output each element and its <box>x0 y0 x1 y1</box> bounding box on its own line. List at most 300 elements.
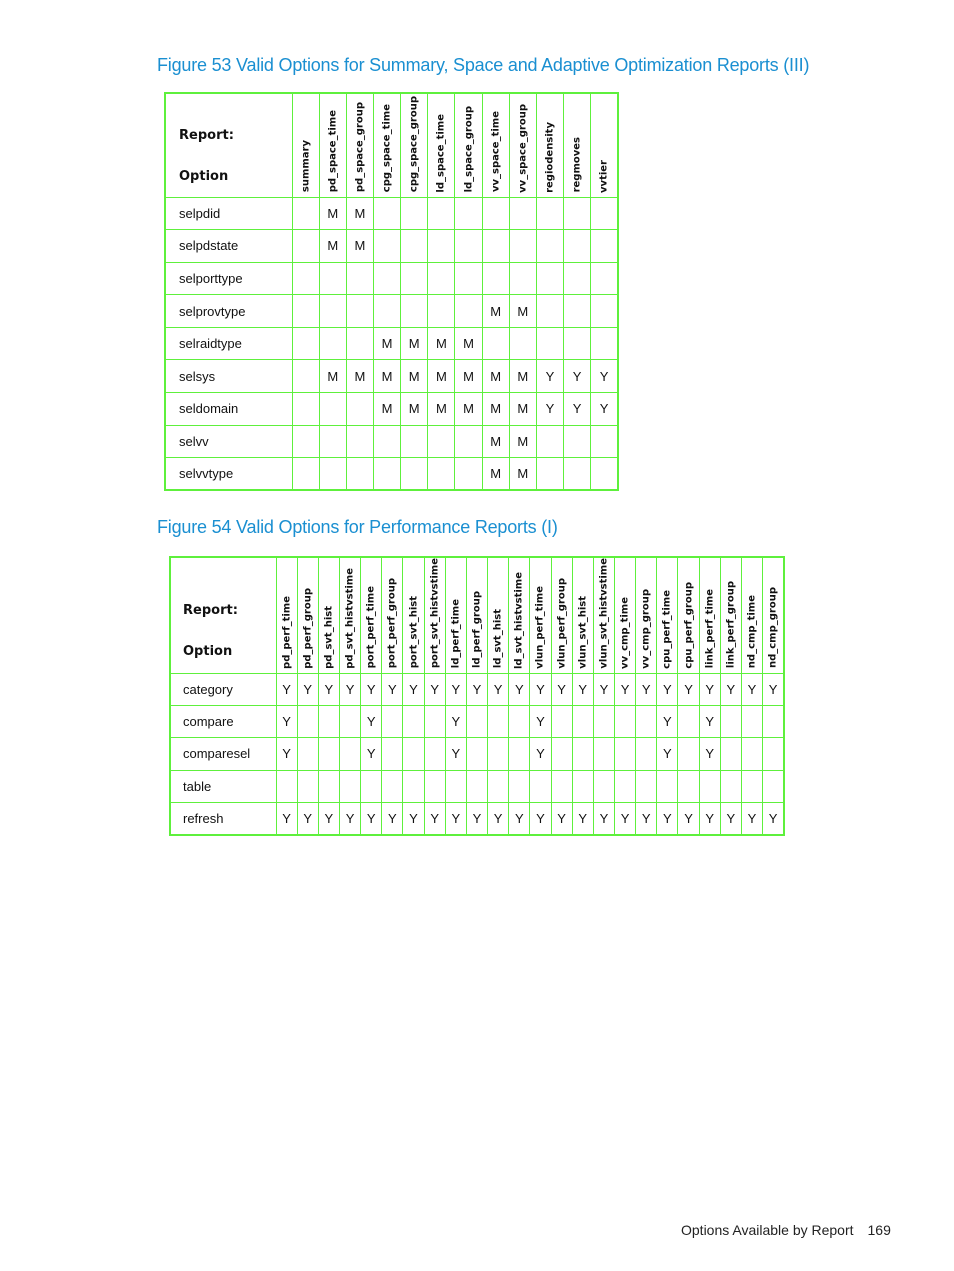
column-header <box>678 557 699 673</box>
table-cell: Y <box>741 803 762 835</box>
table-cell <box>551 705 572 737</box>
table-cell: Y <box>763 803 784 835</box>
table-cell: M <box>482 458 509 491</box>
table-cell: Y <box>361 705 382 737</box>
table-cell: Y <box>403 803 424 835</box>
table-cell <box>403 770 424 802</box>
table-cell <box>292 295 319 328</box>
column-header <box>763 557 784 673</box>
column-header <box>593 557 614 673</box>
table-cell <box>536 327 563 360</box>
table-cell <box>401 458 428 491</box>
row-label: refresh <box>170 803 276 835</box>
table-cell <box>339 738 360 770</box>
table-cell: Y <box>361 803 382 835</box>
column-header-label: ld_space_time <box>435 113 447 193</box>
table-cell <box>482 327 509 360</box>
table-cell <box>346 327 373 360</box>
table-cell <box>564 425 591 458</box>
table-cell <box>428 458 455 491</box>
column-header <box>741 557 762 673</box>
column-header <box>699 557 720 673</box>
table-cell <box>678 738 699 770</box>
table-cell <box>373 262 400 295</box>
table-cell: Y <box>636 803 657 835</box>
table-cell: Y <box>615 673 636 705</box>
table-cell: Y <box>339 673 360 705</box>
table-cell <box>720 738 741 770</box>
table-cell <box>591 197 618 230</box>
column-header-label: vlun_perf_group <box>556 577 568 669</box>
table-cell: Y <box>699 738 720 770</box>
column-header-label: vv_space_time <box>490 111 502 193</box>
column-header <box>551 557 572 673</box>
table-cell <box>428 262 455 295</box>
table-cell <box>509 230 536 263</box>
table-cell: M <box>509 458 536 491</box>
table-cell: M <box>428 393 455 426</box>
column-header-label: link_perf_time <box>704 589 716 669</box>
table-cell: Y <box>445 803 466 835</box>
table-cell <box>763 705 784 737</box>
table-cell <box>591 295 618 328</box>
column-header-label: pd_perf_group <box>302 587 314 669</box>
table-cell <box>382 705 403 737</box>
table-cell <box>373 425 400 458</box>
column-header <box>657 557 678 673</box>
column-header <box>318 557 339 673</box>
column-header <box>591 93 618 197</box>
figure-53-table <box>164 92 619 491</box>
table-cell <box>636 738 657 770</box>
table-cell <box>401 230 428 263</box>
table-cell: Y <box>297 673 318 705</box>
table-cell <box>373 197 400 230</box>
table-cell <box>564 197 591 230</box>
table-cell <box>482 262 509 295</box>
column-header <box>428 93 455 197</box>
table-cell: Y <box>720 803 741 835</box>
row-label: selpdstate <box>165 230 292 263</box>
table-cell <box>763 738 784 770</box>
column-header-label: port_perf_group <box>386 578 398 669</box>
table-cell <box>319 295 346 328</box>
table-cell <box>361 770 382 802</box>
table-cell <box>488 738 509 770</box>
table-row <box>170 770 784 802</box>
table-cell <box>466 738 487 770</box>
table-cell <box>591 458 618 491</box>
table-cell: Y <box>720 673 741 705</box>
table-cell <box>572 770 593 802</box>
option-label: Option <box>183 644 233 659</box>
column-header-label: pd_svt_histvstime <box>344 567 356 669</box>
table-cell <box>591 425 618 458</box>
column-header <box>361 557 382 673</box>
table-cell: Y <box>276 803 297 835</box>
table-cell <box>346 425 373 458</box>
table-cell: Y <box>318 803 339 835</box>
table-cell <box>445 770 466 802</box>
table-cell: Y <box>699 803 720 835</box>
table-cell: Y <box>699 705 720 737</box>
column-header <box>615 557 636 673</box>
table-cell <box>564 327 591 360</box>
table-cell <box>564 230 591 263</box>
column-header <box>509 93 536 197</box>
table-cell <box>292 327 319 360</box>
column-header-label: pd_space_time <box>327 110 339 193</box>
page-footer <box>681 1222 891 1238</box>
table-cell: Y <box>530 738 551 770</box>
table-cell: M <box>428 327 455 360</box>
table-cell <box>591 230 618 263</box>
figure-53-caption: Figure 53 Valid Options for Summary, Space and Adaptive Optimization Reports (III) <box>157 55 810 75</box>
table-cell <box>339 770 360 802</box>
row-label: selpdid <box>165 197 292 230</box>
table-cell <box>292 197 319 230</box>
table-cell: Y <box>572 803 593 835</box>
table-cell: Y <box>591 360 618 393</box>
table-cell: Y <box>488 673 509 705</box>
table-cell: Y <box>382 673 403 705</box>
table-cell: Y <box>615 803 636 835</box>
table-cell: Y <box>551 803 572 835</box>
column-header-label: regmoves <box>571 137 583 193</box>
table-cell <box>373 295 400 328</box>
table-cell <box>428 425 455 458</box>
table-cell: M <box>509 425 536 458</box>
table-cell <box>536 197 563 230</box>
table-cell <box>319 262 346 295</box>
table-cell <box>276 770 297 802</box>
table-cell <box>488 770 509 802</box>
table-cell <box>591 327 618 360</box>
table-cell <box>292 360 319 393</box>
column-header <box>536 93 563 197</box>
column-header-label: pd_perf_time <box>281 595 293 669</box>
table-cell <box>382 738 403 770</box>
table-cell <box>763 770 784 802</box>
column-header <box>401 93 428 197</box>
table-cell <box>741 770 762 802</box>
table-row <box>165 327 618 360</box>
table-cell: M <box>346 197 373 230</box>
table-cell: Y <box>424 803 445 835</box>
table-cell: Y <box>297 803 318 835</box>
table-cell: M <box>346 360 373 393</box>
table-row <box>165 425 618 458</box>
table-cell: Y <box>424 673 445 705</box>
table-cell: M <box>455 360 482 393</box>
table-cell <box>482 197 509 230</box>
row-label: category <box>170 673 276 705</box>
table-cell: M <box>428 360 455 393</box>
column-header <box>509 557 530 673</box>
table-cell <box>319 393 346 426</box>
column-header-label: vvtier <box>598 159 610 193</box>
table-row <box>170 738 784 770</box>
table-cell: Y <box>657 705 678 737</box>
table-cell <box>509 262 536 295</box>
figure-54-caption: Figure 54 Valid Options for Performance Reports (I) <box>157 517 558 537</box>
column-header <box>572 557 593 673</box>
report-label: Report: <box>183 603 238 618</box>
table-cell: Y <box>657 673 678 705</box>
table-row <box>170 803 784 835</box>
column-header <box>482 93 509 197</box>
column-header <box>346 93 373 197</box>
table-cell: Y <box>361 673 382 705</box>
table-cell: Y <box>551 673 572 705</box>
table-cell: Y <box>318 673 339 705</box>
table-cell <box>319 327 346 360</box>
row-label: compare <box>170 705 276 737</box>
column-header-label: vv_space_group <box>517 103 529 193</box>
table-cell: M <box>482 360 509 393</box>
column-header <box>455 93 482 197</box>
table-cell <box>536 425 563 458</box>
table-cell <box>455 230 482 263</box>
table-cell <box>292 393 319 426</box>
table-cell <box>615 705 636 737</box>
table-cell: M <box>482 393 509 426</box>
table-cell <box>424 770 445 802</box>
table-cell <box>455 197 482 230</box>
table-cell <box>319 458 346 491</box>
table-cell: Y <box>678 803 699 835</box>
report-label: Report: <box>179 128 234 143</box>
table-cell: M <box>319 360 346 393</box>
table-cell <box>636 705 657 737</box>
table-cell <box>346 295 373 328</box>
table-cell: Y <box>593 803 614 835</box>
row-label: selvv <box>165 425 292 458</box>
table-cell <box>509 738 530 770</box>
table-row <box>170 673 784 705</box>
table-cell <box>424 738 445 770</box>
table-cell <box>615 770 636 802</box>
column-header-label: regiodensity <box>544 121 556 193</box>
table-cell <box>346 393 373 426</box>
table-cell: Y <box>445 673 466 705</box>
table-cell: M <box>319 197 346 230</box>
column-header-label: pd_space_group <box>354 102 366 193</box>
table-cell <box>297 705 318 737</box>
table-cell <box>509 197 536 230</box>
table-cell <box>466 705 487 737</box>
table-cell <box>591 262 618 295</box>
table-cell: M <box>509 393 536 426</box>
table-cell: M <box>455 393 482 426</box>
column-header-label: ld_space_group <box>463 106 475 193</box>
column-header-label: summary <box>300 140 312 193</box>
column-header <box>530 557 551 673</box>
table-cell <box>536 262 563 295</box>
table-cell: Y <box>382 803 403 835</box>
table-cell: Y <box>564 360 591 393</box>
column-header-label: vlun_svt_histvstime <box>598 557 610 669</box>
table-cell <box>678 770 699 802</box>
table-cell: Y <box>593 673 614 705</box>
table-cell <box>572 705 593 737</box>
table-cell <box>720 770 741 802</box>
table-cell <box>593 705 614 737</box>
column-header-label: ld_svt_hist <box>492 609 504 669</box>
table-cell <box>318 705 339 737</box>
table-cell <box>572 738 593 770</box>
table-cell <box>636 770 657 802</box>
table-cell <box>428 295 455 328</box>
table-cell <box>466 770 487 802</box>
table-cell <box>401 197 428 230</box>
table-cell <box>401 262 428 295</box>
table-cell <box>551 738 572 770</box>
table-cell <box>564 458 591 491</box>
table-cell: M <box>373 393 400 426</box>
table-cell: Y <box>488 803 509 835</box>
table-cell <box>455 262 482 295</box>
table-row <box>165 458 618 491</box>
table-cell <box>455 458 482 491</box>
figure-54-table <box>169 556 785 836</box>
table-cell: M <box>482 425 509 458</box>
row-label: selraidtype <box>165 327 292 360</box>
table-cell <box>564 295 591 328</box>
table-cell <box>292 425 319 458</box>
table-cell <box>373 230 400 263</box>
table-cell: Y <box>466 803 487 835</box>
table-cell: M <box>373 360 400 393</box>
table-cell: Y <box>276 738 297 770</box>
table-cell <box>424 705 445 737</box>
row-label: selporttype <box>165 262 292 295</box>
table-cell: Y <box>657 803 678 835</box>
column-header-label: port_perf_time <box>365 586 377 669</box>
table-cell: Y <box>530 705 551 737</box>
page-number: 169 <box>867 1222 891 1238</box>
table-cell <box>536 230 563 263</box>
table-cell <box>615 738 636 770</box>
corner-cell <box>165 93 292 197</box>
table-cell: Y <box>657 738 678 770</box>
column-header-label: nd_cmp_time <box>746 595 758 669</box>
footer-section-title: Options Available by Report <box>681 1222 854 1238</box>
table-cell <box>509 705 530 737</box>
column-header <box>488 557 509 673</box>
table-cell <box>488 705 509 737</box>
table-cell: M <box>401 393 428 426</box>
column-header <box>297 557 318 673</box>
column-header-label: vlun_svt_hist <box>577 595 589 669</box>
table-cell <box>373 458 400 491</box>
column-header <box>636 557 657 673</box>
table-cell <box>593 770 614 802</box>
table-cell <box>741 738 762 770</box>
table-cell: Y <box>530 803 551 835</box>
table-cell: Y <box>509 803 530 835</box>
column-header-label: cpu_perf_group <box>683 581 695 669</box>
option-label: Option <box>179 169 229 184</box>
table-cell: Y <box>530 673 551 705</box>
column-header-label: link_perf_group <box>725 581 737 669</box>
table-cell: M <box>401 327 428 360</box>
row-label: selsys <box>165 360 292 393</box>
table-cell <box>403 705 424 737</box>
table-cell <box>318 738 339 770</box>
row-label: selprovtype <box>165 295 292 328</box>
corner-cell <box>170 557 276 673</box>
table-cell <box>403 738 424 770</box>
column-header-label: ld_svt_histvstime <box>513 571 525 669</box>
table-cell <box>455 295 482 328</box>
table-cell: Y <box>678 673 699 705</box>
table-cell: Y <box>699 673 720 705</box>
table-cell <box>382 770 403 802</box>
table-cell: Y <box>445 738 466 770</box>
table-cell: M <box>509 295 536 328</box>
table-cell: Y <box>445 705 466 737</box>
table-cell <box>401 295 428 328</box>
table-cell: M <box>482 295 509 328</box>
column-header <box>276 557 297 673</box>
table-cell: Y <box>741 673 762 705</box>
row-label: comparesel <box>170 738 276 770</box>
table-cell <box>551 770 572 802</box>
table-cell: Y <box>403 673 424 705</box>
table-cell: M <box>455 327 482 360</box>
table-cell: Y <box>536 393 563 426</box>
column-header-label: ld_perf_group <box>471 591 483 669</box>
table-cell: M <box>401 360 428 393</box>
column-header <box>424 557 445 673</box>
table-cell: Y <box>564 393 591 426</box>
table-row <box>165 197 618 230</box>
table-cell: M <box>373 327 400 360</box>
table-cell <box>346 262 373 295</box>
table-cell <box>346 458 373 491</box>
column-header-label: cpg_space_time <box>381 104 393 193</box>
table-cell <box>292 458 319 491</box>
table-row <box>165 262 618 295</box>
table-cell <box>530 770 551 802</box>
table-cell <box>657 770 678 802</box>
table-cell: M <box>319 230 346 263</box>
column-header-label: pd_svt_hist <box>323 605 335 669</box>
table-cell: Y <box>509 673 530 705</box>
table-cell <box>509 770 530 802</box>
table-cell <box>482 230 509 263</box>
column-header <box>339 557 360 673</box>
table-cell <box>720 705 741 737</box>
table-cell: Y <box>361 738 382 770</box>
column-header-label: port_svt_hist <box>408 596 420 669</box>
table-cell <box>455 425 482 458</box>
table-cell <box>339 705 360 737</box>
table-cell <box>428 197 455 230</box>
table-cell: Y <box>591 393 618 426</box>
column-header <box>403 557 424 673</box>
table-cell <box>564 262 591 295</box>
table-row <box>170 705 784 737</box>
table-cell <box>401 425 428 458</box>
table-cell <box>509 327 536 360</box>
table-cell <box>319 425 346 458</box>
column-header-label: nd_cmp_group <box>767 587 779 669</box>
table-row <box>165 295 618 328</box>
table-cell <box>536 458 563 491</box>
table-cell: Y <box>572 673 593 705</box>
